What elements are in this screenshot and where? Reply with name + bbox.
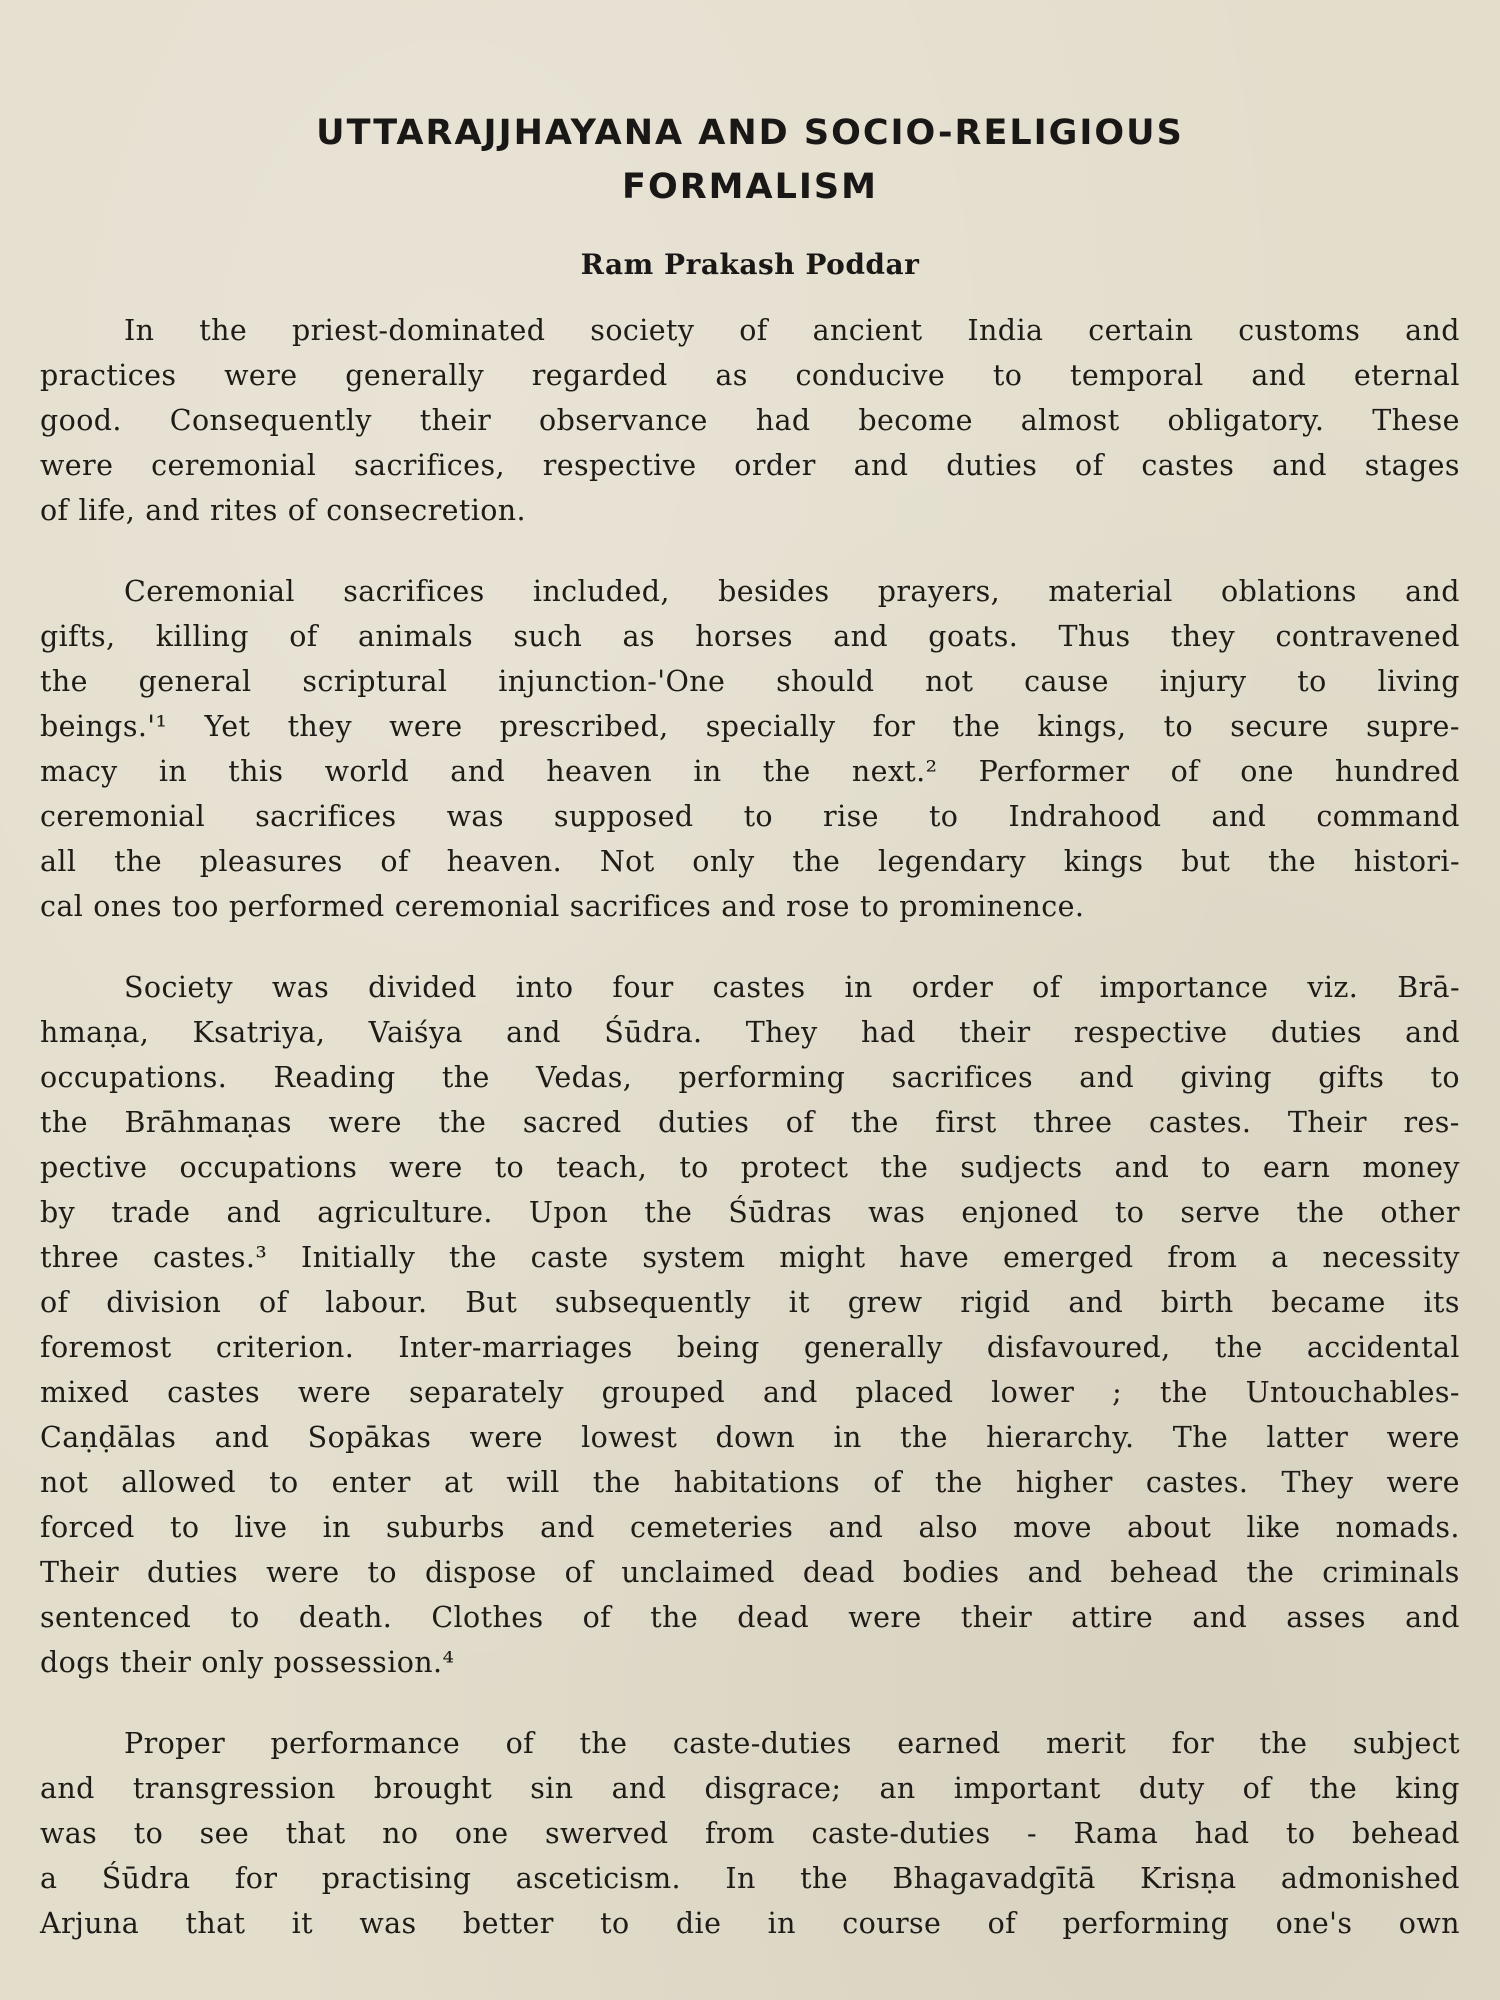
text-line: a Śūdra for practising asceticism. In the Bhagavadgītā Krisṇa admonished [40, 1862, 1460, 1895]
text-line: Caṇḍālas and Sopākas were lowest down in the hierarchy. The latter were [40, 1421, 1460, 1454]
text-line: hmaṇa, Ksatriya, Vaiśya and Śūdra. They had their respective duties and [40, 1016, 1460, 1049]
text-line: were ceremonial sacrifices, respective order and duties of castes and stages [40, 449, 1460, 482]
text-line: three castes.³ Initially the caste system might have emerged from a necessity [40, 1241, 1460, 1274]
text-line: ceremonial sacrifices was supposed to rise to Indrahood and command [40, 800, 1460, 833]
text-line: dogs their only possession.⁴ [40, 1646, 455, 1679]
text-line: all the pleasures of heaven. Not only the legendary kings but the histori- [40, 845, 1460, 878]
text-line: good. Consequently their observance had become almost obligatory. These [40, 404, 1460, 437]
text-line: the general scriptural injunction-'One should not cause injury to living [40, 665, 1460, 698]
text-line: mixed castes were separately grouped and placed lower ; the Untouchables- [40, 1376, 1460, 1409]
article-title-line-1: UTTARAJJHAYANA AND SOCIO-RELIGIOUS [316, 113, 1184, 153]
paragraph [40, 965, 1460, 1685]
text-line: Proper performance of the caste-duties earned merit for the subject [124, 1727, 1460, 1760]
text-line: Society was divided into four castes in order of importance viz. Brā- [124, 971, 1460, 1004]
paragraph [40, 569, 1460, 929]
text-line: Ceremonial sacrifices included, besides prayers, material oblations and [124, 575, 1460, 608]
text-line: In the priest-dominated society of ancient India certain customs and [124, 314, 1460, 347]
text-line: sentenced to death. Clothes of the dead were their attire and asses and [40, 1601, 1460, 1634]
text-line: and transgression brought sin and disgrace; an important duty of the king [40, 1772, 1460, 1805]
text-line: cal ones too performed ceremonial sacrifices and rose to prominence. [40, 890, 1085, 923]
text-line: gifts, killing of animals such as horses and goats. Thus they contravened [40, 620, 1460, 653]
text-line: beings.'¹ Yet they were prescribed, specially for the kings, to secure supre- [40, 710, 1460, 743]
text-line: macy in this world and heaven in the next.² Performer of one hundred [40, 755, 1460, 788]
text-line: forced to live in suburbs and cemeteries and also move about like nomads. [40, 1511, 1460, 1544]
text-line: not allowed to enter at will the habitations of the higher castes. They were [40, 1466, 1460, 1499]
text-line: occupations. Reading the Vedas, performing sacrifices and giving gifts to [40, 1061, 1460, 1094]
paragraph [40, 1721, 1460, 1946]
text-line: Their duties were to dispose of unclaimed dead bodies and behead the criminals [40, 1556, 1460, 1589]
article-title-line-2: FORMALISM [622, 167, 878, 207]
text-line: pective occupations were to teach, to protect the sudjects and to earn money [40, 1151, 1460, 1184]
text-line: was to see that no one swerved from caste-duties - Rama had to behead [40, 1817, 1460, 1850]
text-line: practices were generally regarded as conducive to temporal and eternal [40, 359, 1460, 392]
article-author: Ram Prakash Poddar [580, 248, 920, 281]
text-line: of division of labour. But subsequently it grew rigid and birth became its [40, 1286, 1460, 1319]
text-line: the Brāhmaṇas were the sacred duties of the first three castes. Their res- [40, 1106, 1460, 1139]
paragraph [40, 308, 1460, 533]
text-line: by trade and agriculture. Upon the Śūdras was enjoned to serve the other [40, 1196, 1460, 1229]
article-body [40, 308, 1460, 1982]
text-line: foremost criterion. Inter-marriages being generally disfavoured, the accidental [40, 1331, 1460, 1364]
text-line: Arjuna that it was better to die in course of performing one's own [40, 1907, 1460, 1940]
text-line: of life, and rites of consecretion. [40, 494, 526, 527]
